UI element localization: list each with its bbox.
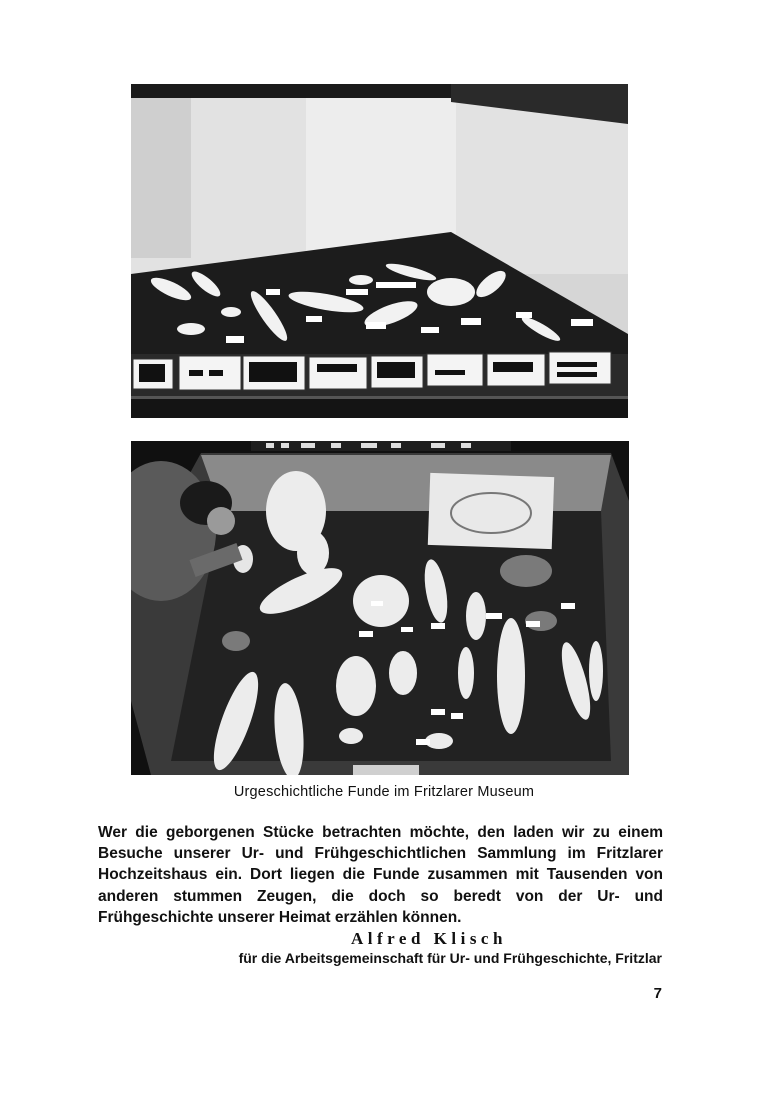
author-affiliation: für die Arbeitsgemeinschaft für Ur- und Frühgeschichte, Fritzlar (238, 950, 662, 966)
figure-caption: Urgeschichtliche Funde im Fritzlarer Museum (233, 784, 535, 800)
photo-museum-cabinet (131, 84, 628, 418)
body-paragraph-container (98, 822, 663, 928)
author-name: Alfred Klisch (351, 929, 507, 948)
photo-display-case (131, 441, 629, 775)
body-paragraph: Wer die geborgenen Stücke betrachten möchte, den laden wir zu einem Besuche unserer Ur- und Frühgeschichtlichen Sammlung im Fritzlarer Hochzeitshaus ein. Dort liegen die Funde zusammen mit Tausenden von anderen stummen Zeugen, die doch so beredt von der Ur- und Frühgeschichte unserer Heimat erzählen können. (98, 824, 663, 926)
page-number: 7 (653, 985, 662, 1002)
photo-display-case-image (131, 441, 629, 775)
photo-museum-cabinet-image (131, 84, 628, 418)
